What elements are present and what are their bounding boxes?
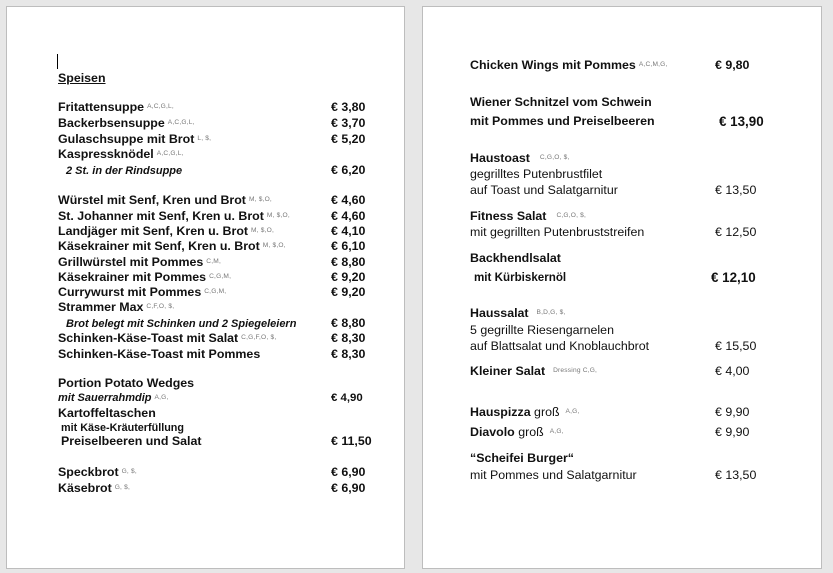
- menu-item: Fritattensuppe $^{A,C,G,L,}$: [58, 100, 174, 114]
- menu-item-description: auf Blattsalat und Knoblauchbrot: [470, 339, 650, 353]
- section-heading: Speisen: [58, 71, 106, 85]
- menu-item: Hauspizza groß $^{A,G,}$: [470, 405, 580, 419]
- price: € 3,80: [331, 100, 366, 114]
- menu-item: Haussalat $^{B,D,G, \$,}$: [470, 306, 566, 320]
- price: € 4,10: [331, 224, 366, 238]
- menu-item: Portion Potato Wedges: [58, 376, 195, 390]
- menu-item: Schinken-Käse-Toast mit Pommes: [58, 347, 261, 361]
- text-cursor: [57, 54, 58, 69]
- price: € 6,90: [331, 465, 366, 479]
- menu-item-description: mit Pommes und Salatgarnitur: [470, 468, 637, 482]
- price: € 4,60: [331, 209, 366, 223]
- menu-item: Chicken Wings mit Pommes $^{A,C,M,G,}$: [470, 58, 668, 72]
- menu-item: St. Johanner mit Senf, Kren u. Brot $^{M, \$,O,}$: [58, 209, 290, 223]
- menu-item: Käsekrainer mit Senf, Kren u. Brot $^{M, \$,O,}$: [58, 239, 286, 253]
- menu-item: Kaspressknödel $^{A,C,G,L,}$: [58, 147, 184, 161]
- price: € 9,20: [331, 285, 366, 299]
- price: € 11,50: [331, 434, 372, 448]
- menu-item-description: Brot belegt mit Schinken und 2 Spiegeleiern: [66, 318, 297, 330]
- menu-item: Diavolo groß $^{A,G,}$: [470, 425, 564, 439]
- menu-item-description: mit Käse-Kräuterfüllung: [61, 422, 184, 434]
- price: € 12,10: [711, 270, 756, 285]
- menu-item: Haustoast $^{C,G,O, \$,}$: [470, 151, 570, 165]
- menu-item: “Scheifei Burger“: [470, 451, 574, 465]
- price: € 9,90: [715, 425, 750, 439]
- price: € 6,20: [331, 163, 366, 177]
- menu-item: Käsebrot $^{G, \$,}$: [58, 481, 131, 495]
- menu-item: Kartoffeltaschen: [58, 406, 156, 420]
- menu-item-description: Preiselbeeren und Salat: [61, 434, 202, 448]
- menu-item: Wiener Schnitzel vom Schwein: [470, 95, 652, 109]
- menu-item-description: gegrilltes Putenbrustfilet: [470, 167, 603, 181]
- menu-item: Käsekrainer mit Pommes $^{C,G,M,}$: [58, 270, 232, 284]
- menu-item: Würstel mit Senf, Kren und Brot $^{M, \$,O,}$: [58, 193, 272, 207]
- menu-item: Grillwürstel mit Pommes $^{C,M,}$: [58, 255, 222, 269]
- menu-item-description: 5 gegrillte Riesengarnelen: [470, 323, 614, 337]
- price: € 9,90: [715, 405, 750, 419]
- price: € 5,20: [331, 132, 366, 146]
- menu-item: Backerbsensuppe $^{A,C,G,L,}$: [58, 116, 195, 130]
- price: € 4,00: [715, 364, 750, 378]
- menu-item-description: 2 St. in der Rindsuppe: [66, 165, 183, 177]
- menu-item: Landjäger mit Senf, Kren u. Brot $^{M, \$,O,}$: [58, 224, 275, 238]
- price: € 15,50: [715, 339, 757, 353]
- price: € 12,50: [715, 225, 757, 239]
- price: € 9,80: [715, 58, 750, 72]
- menu-item: Fitness Salat $^{C,G,O, \$,}$: [470, 209, 587, 223]
- price: € 9,20: [331, 270, 366, 284]
- price: € 8,30: [331, 331, 366, 345]
- price: € 13,50: [715, 468, 757, 482]
- menu-item-description: mit gegrillten Putenbruststreifen: [470, 225, 645, 239]
- price: € 3,70: [331, 116, 366, 130]
- menu-item: mit Pommes und Preiselbeeren: [470, 114, 655, 128]
- menu-item: Backhendlsalat: [470, 251, 561, 265]
- menu-item-description: mit Sauerrahmdip $^{A,G,}$: [58, 392, 169, 404]
- price: € 4,90: [331, 392, 363, 404]
- price: € 8,80: [331, 255, 366, 269]
- price: € 6,10: [331, 239, 366, 253]
- price: € 6,90: [331, 481, 366, 495]
- menu-page-right: [422, 6, 822, 569]
- menu-item-description: mit Kürbiskernöl: [474, 271, 567, 284]
- menu-item: Gulaschsuppe mit Brot $^{L, \$,}$: [58, 132, 212, 146]
- menu-item: Speckbrot $^{G, \$,}$: [58, 465, 137, 479]
- price: € 13,50: [715, 183, 757, 197]
- price: € 8,80: [331, 316, 366, 330]
- menu-item-description: auf Toast und Salatgarnitur: [470, 183, 618, 197]
- price: € 13,90: [719, 114, 764, 129]
- menu-item: Currywurst mit Pommes $^{C,G,M,}$: [58, 285, 227, 299]
- price: € 8,30: [331, 347, 366, 361]
- menu-item: Kleiner Salat $^{Dressing C,G,}$: [470, 364, 598, 378]
- price: € 4,60: [331, 193, 366, 207]
- menu-item: Schinken-Käse-Toast mit Salat $^{C,G,F,O, \$,}$: [58, 331, 277, 345]
- menu-item: Strammer Max $^{C,F,O, \$,}$: [58, 300, 175, 314]
